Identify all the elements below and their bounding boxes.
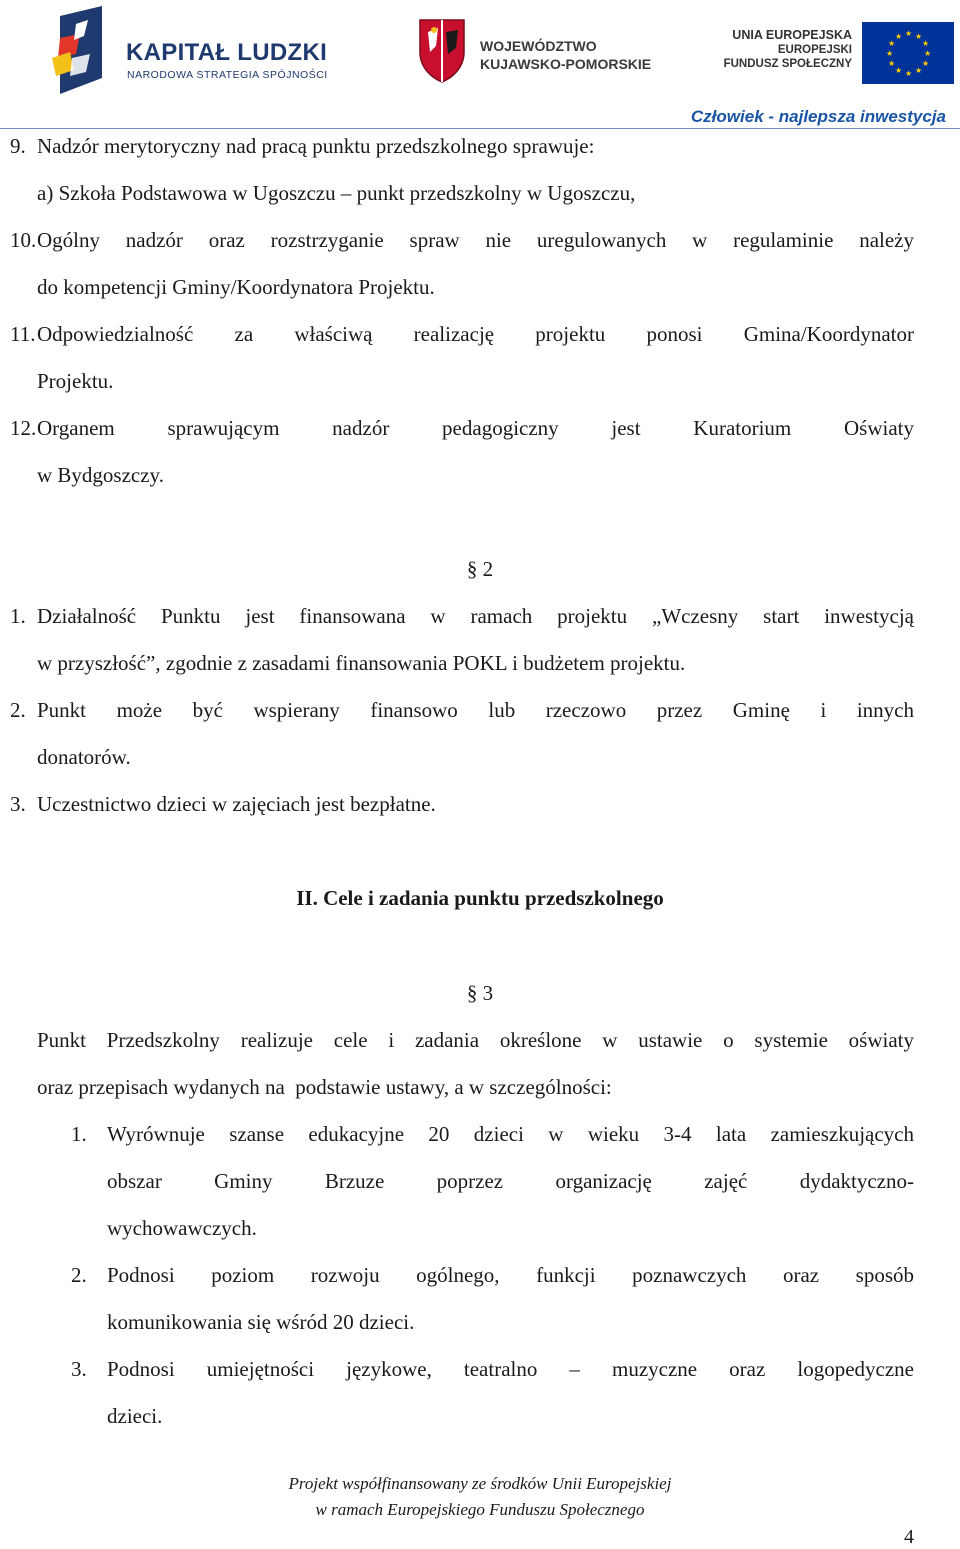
eu-logo bbox=[723, 20, 956, 84]
intro-text: Punkt Przedszkolny realizuje cele i zadania określone w ustawie o systemie oświaty bbox=[37, 1028, 914, 1052]
item-text: Odpowiedzialność za właściwą realizację projektu ponosi Gmina/Koordynator bbox=[37, 322, 914, 346]
item-text: Uczestnictwo dzieci w zajęciach jest bezpłatne. bbox=[37, 792, 436, 816]
item-number: 12. bbox=[10, 416, 37, 440]
item-text: w przyszłość”, zgodnie z zasadami finansowania POKL i budżetem projektu. bbox=[37, 651, 686, 675]
svg-text:★: ★ bbox=[888, 39, 896, 48]
item-text: Projektu. bbox=[37, 369, 114, 393]
item-number: 9. bbox=[10, 134, 26, 158]
item-text: wychowawczych. bbox=[107, 1216, 257, 1240]
svg-text:★: ★ bbox=[886, 49, 894, 58]
svg-text:★: ★ bbox=[888, 59, 896, 68]
item-number: 11. bbox=[10, 322, 36, 346]
voivodeship-name-line2: KUJAWSKO-POMORSKIE bbox=[480, 56, 652, 72]
item-number: 3. bbox=[71, 1357, 87, 1381]
svg-text:★: ★ bbox=[922, 39, 930, 48]
svg-text:★: ★ bbox=[924, 49, 932, 58]
svg-text:★: ★ bbox=[895, 32, 903, 41]
svg-text:★: ★ bbox=[915, 66, 923, 75]
item-text: Działalność Punktu jest finansowana w ramach projektu „Wczesny start inwestycją bbox=[37, 604, 914, 628]
kapital-ludzki-logo bbox=[50, 6, 350, 96]
item-number: 1. bbox=[10, 604, 26, 628]
kapital-ludzki-title: KAPITAŁ LUDZKI bbox=[126, 39, 328, 66]
header-divider bbox=[0, 128, 960, 129]
item-number: 2. bbox=[71, 1263, 87, 1287]
item-text: Podnosi umiejętności językowe, teatralno – muzyczne oraz logopedyczne bbox=[107, 1357, 914, 1381]
voivodeship-name-line1: WOJEWÓDZTWO bbox=[480, 38, 597, 54]
svg-text:★: ★ bbox=[905, 29, 913, 38]
efs-name-line2: FUNDUSZ SPOŁECZNY bbox=[723, 58, 852, 70]
item-text: Nadzór merytoryczny nad pracą punktu przedszkolnego sprawuje: bbox=[37, 134, 595, 158]
item-text: obszar Gminy Brzuze poprzez organizację zajęć dydaktyczno- bbox=[107, 1169, 914, 1193]
chapter-heading: II. Cele i zadania punktu przedszkolnego bbox=[296, 886, 664, 910]
page-header bbox=[0, 0, 960, 132]
kujawsko-pomorskie-logo bbox=[414, 18, 664, 88]
efs-name-line1: EUROPEJSKI bbox=[777, 44, 852, 56]
item-number: 10. bbox=[10, 228, 37, 252]
voivodeship-coat-of-arms-icon bbox=[416, 18, 468, 84]
page-number: 4 bbox=[904, 1526, 914, 1548]
item-text: donatorów. bbox=[37, 745, 131, 769]
kapital-ludzki-subtitle: NARODOWA STRATEGIA SPÓJNOŚCI bbox=[127, 69, 328, 81]
footer-line-2: w ramach Europejskiego Funduszu Społecznego bbox=[315, 1500, 645, 1519]
header-tagline: Człowiek - najlepsza inwestycja bbox=[690, 107, 946, 126]
item-text: Punkt może być wspierany finansowo lub rzeczowo przez Gminę i innych bbox=[37, 698, 914, 722]
eu-flag-icon bbox=[862, 22, 954, 84]
svg-text:★: ★ bbox=[905, 69, 913, 78]
item-text: w Bydgoszczy. bbox=[37, 463, 164, 487]
paragraph-mark: § 3 bbox=[466, 981, 494, 1005]
item-text: Ogólny nadzór oraz rozstrzyganie spraw nie uregulowanych w regulaminie należy bbox=[37, 228, 914, 252]
item-text: komunikowania się wśród 20 dzieci. bbox=[107, 1310, 415, 1334]
item-number: 2. bbox=[10, 698, 26, 722]
kapital-ludzki-emblem-icon bbox=[50, 6, 110, 96]
item-number: 1. bbox=[71, 1122, 87, 1146]
intro-text: oraz przepisach wydanych na podstawie ustawy, a w szczególności: bbox=[37, 1075, 612, 1099]
footer-line-1: Projekt współfinansowany ze środków Unii Europejskiej bbox=[288, 1474, 672, 1493]
paragraph-mark: § 2 bbox=[466, 557, 494, 581]
item-text: Wyrównuje szanse edukacyjne 20 dzieci w wieku 3-4 lata zamieszkujących bbox=[107, 1122, 914, 1146]
item-text: Podnosi poziom rozwoju ogólnego, funkcji poznawczych oraz sposób bbox=[107, 1263, 914, 1287]
item-text: dzieci. bbox=[107, 1404, 163, 1428]
item-text: a) Szkoła Podstawowa w Ugoszczu – punkt przedszkolny w Ugoszczu, bbox=[37, 181, 636, 205]
eu-name: UNIA EUROPEJSKA bbox=[732, 28, 852, 42]
item-text: do kompetencji Gminy/Koordynatora Projektu. bbox=[37, 275, 435, 299]
item-text: Organem sprawującym nadzór pedagogiczny jest Kuratorium Oświaty bbox=[37, 416, 914, 440]
item-number: 3. bbox=[10, 792, 26, 816]
svg-text:★: ★ bbox=[922, 59, 930, 68]
svg-text:★: ★ bbox=[915, 32, 923, 41]
svg-text:★: ★ bbox=[895, 66, 903, 75]
